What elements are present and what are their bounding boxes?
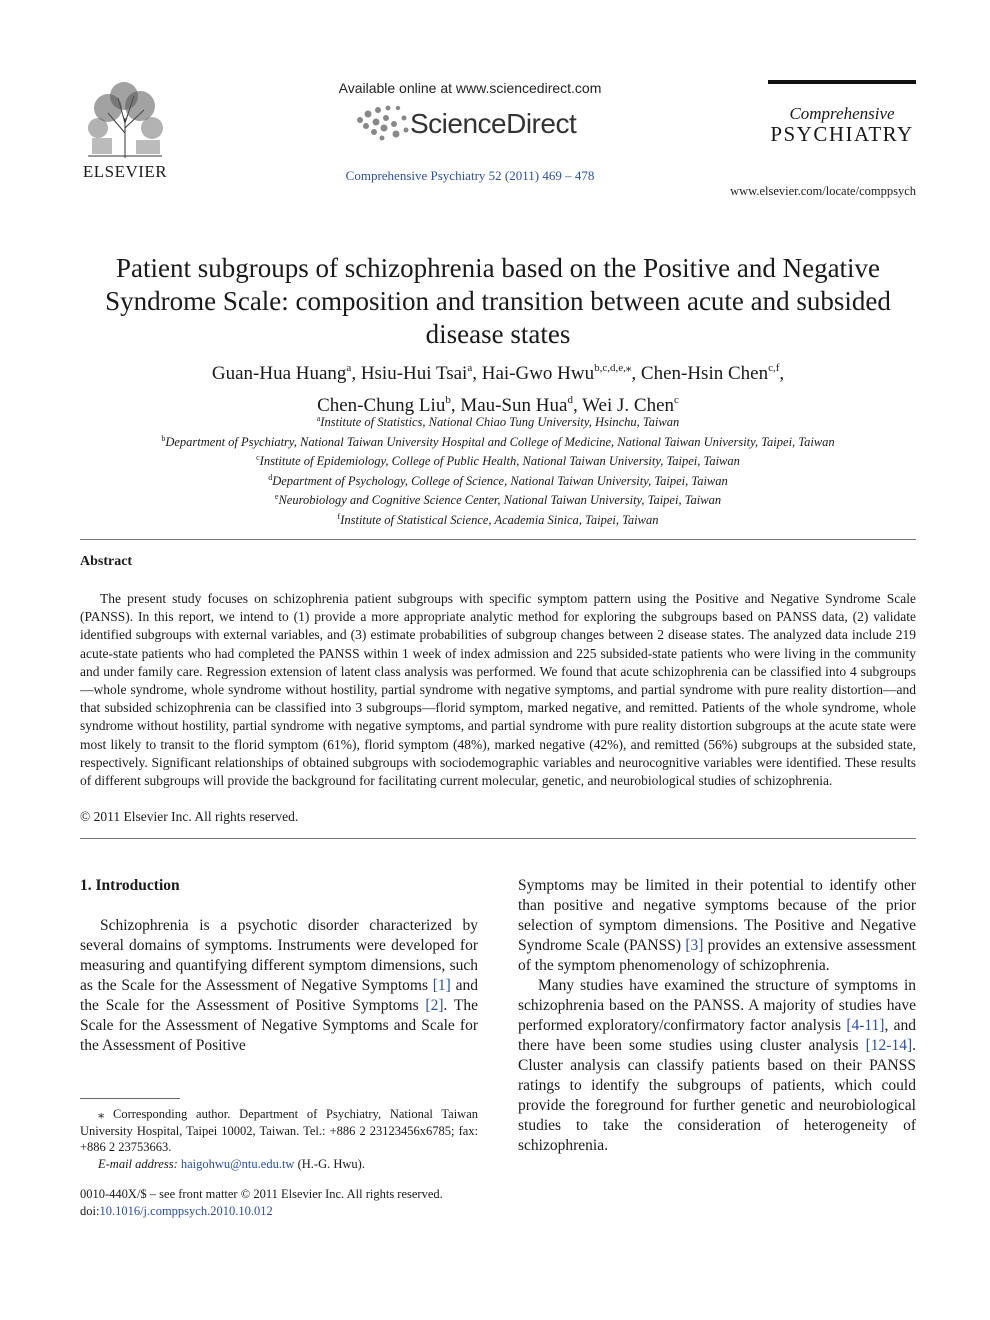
affiliation-list — [70, 411, 926, 528]
issn-line: 0010-440X/$ – see front matter © 2011 Elsevier Inc. All rights reserved. — [80, 1187, 443, 1201]
issn-block — [80, 1186, 500, 1220]
author-affiliation-marker: b — [445, 394, 451, 406]
reference-link[interactable]: [2] — [425, 997, 444, 1014]
affiliation-text: Institute of Epidemiology, College of Public Health, National Taiwan University, Taipei, Taiwan — [259, 454, 740, 468]
doi-prefix: doi: — [80, 1204, 100, 1218]
publisher-name: ELSEVIER — [82, 162, 168, 181]
divider — [80, 838, 916, 839]
author-name: Chen-Chung Liu — [317, 395, 446, 416]
author-name: Mau-Sun Hua — [460, 395, 568, 416]
affiliation-key: a — [316, 414, 321, 423]
affiliation-text: Department of Psychology, College of Science, National Taiwan University, Taipei, Taiwan — [272, 473, 728, 488]
affiliation-text: Institute of Statistical Science, Academia Sinica, Taipei, Taiwan — [340, 512, 659, 527]
copyright-notice: © 2011 Elsevier Inc. All rights reserved. — [80, 809, 299, 824]
intro-paragraph-continued — [518, 876, 916, 976]
doi-line — [80, 1203, 500, 1220]
affiliation-key: e — [274, 492, 279, 501]
text-run: Symptoms may be limited in their potential to identify other than positive and negative symptoms because of the prior selection of symptom dimensions. The Positive and Negative Syndrome Scale (PANSS) — [518, 877, 916, 954]
author-name: Guan-Hua Huang — [211, 363, 347, 384]
email-line — [80, 1156, 478, 1173]
right-column — [518, 876, 916, 1156]
author-name: Hai-Gwo Hwu — [481, 363, 595, 384]
email-suffix: (H.-G. Hwu). — [294, 1156, 365, 1171]
journal-url[interactable]: www.elsevier.com/locate/comppsych — [730, 184, 916, 198]
author-name: Wei J. Chen — [582, 395, 675, 416]
affiliation-line — [70, 431, 926, 451]
author-affiliation-marker: a — [346, 362, 352, 374]
abstract-heading: Abstract — [80, 554, 133, 569]
affiliation-key: b — [161, 433, 166, 443]
email-link[interactable]: haigohwu@ntu.edu.tw — [180, 1156, 295, 1171]
abstract-text: The present study focuses on schizophrenia patient subgroups with specific symptom pattern using the Positive and Negative Syndrome Scale (PANSS). In this report, we intend to (1) provide a more appropriate analytic method for exploring the subgroups based on PANSS data, (2) validate identified subgroups with external variables, and (3) estimate probabilities of subgroup changes between 2 disease states. The analyzed data include 219 acute-state patients who had completed the PANSS within 1 week of index admission and 225 subsided-state patients who were living in the community and under family care. Regression extension of latent class analysis was performed. We found that acute schizophrenia can be classified into 4 subgroups—whole syndrome, whole syndrome without hostility, partial syndrome with negative symptoms, and partial syndrome with pure reality distortion—and that subsided schizophrenia can be classified into 3 subgroups—florid symptom, marked negative, and remitted. Patients of the whole syndrome, whole syndrome without hostility, partial syndrome with negative symptoms, and partial syndrome with pure reality distortion subgroups at the acute state were most likely to transit to the florid symptom (61%), florid symptom (48%), marked negative (42%), and remitted (56%) subgroups at the subsided state, respectively. Significant relationships of obtained subgroups with sociodemographic variables and neurocognitive variables were identified. These results of different subgroups will provide the background for facilitating current molecular, genetic, and neurobiological studies of schizophrenia. — [80, 591, 916, 789]
text-run: . The Scale for the Assessment of Negative Symptoms and Scale for the Assessment of Positive — [80, 997, 478, 1054]
text-run: provides an extensive assessment of the symptom phenomenology of schizophrenia. — [518, 937, 916, 974]
email-label: E-mail address: — [98, 1156, 178, 1171]
affiliation-key: d — [268, 472, 273, 482]
author-list: Guan-Hua Huang$^a$, Hsiu-Hui Tsai$^a$, Hai-Gwo Hwu$^{b,c,d,e,⁎}$, Chen-Hsin Chen$^{c,f}$, Chen-Chung Liu$^b$, Mau-Sun Hua$^d$, Wei J. Chen$^c$ — [211, 362, 785, 416]
text-run: and the Scale for the Assessment of Positive Symptoms — [80, 977, 478, 1014]
affiliation-text: Institute of Statistics, National Chiao Tung University, Hsinchu, Taiwan — [320, 415, 680, 429]
intro-paragraph-2 — [518, 976, 916, 1156]
author-affiliation-marker: b,c,d,e,⁎ — [594, 362, 632, 374]
affiliation-key: c — [256, 453, 260, 462]
journal-name-line1: Comprehensive — [789, 104, 895, 123]
affiliation-line — [70, 470, 926, 490]
reference-link[interactable]: [3] — [685, 937, 704, 954]
author-name: Chen-Hsin Chen — [640, 363, 769, 384]
affiliation-line — [70, 411, 926, 431]
author-affiliation-marker: d — [567, 394, 573, 406]
text-run: . Cluster analysis can classify patients based on their PANSS ratings to identify the subgroups of patients, which could provide the foreground for further genetic and neurobiological studies to take the consideration of heterogeneity of schizophrenia. — [518, 1037, 916, 1154]
doi-link[interactable]: 10.1016/j.comppsych.2010.10.012 — [99, 1204, 273, 1218]
reference-link[interactable]: [1] — [432, 977, 451, 994]
affiliation-key: f — [337, 511, 341, 521]
affiliation-line — [70, 450, 926, 470]
affiliation-line — [70, 509, 926, 529]
available-online-text[interactable]: Available online at www.sciencedirect.com — [338, 80, 602, 96]
author-affiliation-marker: a — [467, 362, 473, 374]
divider — [80, 539, 916, 540]
affiliation-text: Neurobiology and Cognitive Science Center, National Taiwan University, Taipei, Taiwan — [278, 493, 722, 507]
text-run: Many studies have examined the structure of symptoms in schizophrenia based on the PANSS. A majority of studies have performed exploratory/confirmatory factor analysis — [518, 977, 916, 1034]
text-run: Schizophrenia is a psychotic disorder characterized by several domains of symptoms. Instruments were developed for measuring and quantifying different symptom dimensions, such as the Scale for the Assessment of Negative Symptoms — [80, 917, 478, 994]
journal-name-line2: PSYCHIATRY — [770, 122, 914, 146]
footnote — [80, 1106, 478, 1172]
text-run: , and there have been some studies using cluster analysis — [518, 1017, 916, 1054]
journal-brand — [768, 80, 916, 147]
author-affiliation-marker: c,f — [768, 362, 780, 374]
reference-link[interactable]: [12-14] — [865, 1037, 913, 1054]
journal-rule — [768, 80, 916, 84]
footnote-divider — [80, 1098, 180, 1099]
intro-paragraph-1 — [80, 916, 478, 1056]
author-name: Hsiu-Hui Tsai — [360, 363, 468, 384]
affiliation-line — [70, 489, 926, 509]
section-heading: 1. Introduction — [80, 877, 180, 894]
article-title: Patient subgroups of schizophrenia based on the Positive and Negative Syndrome Scale: composition and transition between acute and subsided disease states — [105, 253, 891, 349]
corresponding-author-note: ⁎ Corresponding author. Department of Psychiatry, National Taiwan University Hospital, Taipei 10002, Taiwan. Tel.: +886 2 23123456x6785; fax: +886 2 23753663. — [80, 1107, 478, 1154]
author-affiliation-marker: c — [674, 394, 679, 406]
affiliation-text: Department of Psychiatry, National Taiwan University Hospital and College of Medicine, National Taiwan University, Taipei, Taiwan — [165, 434, 835, 449]
journal-citation[interactable]: Comprehensive Psychiatry 52 (2011) 469 – 478 — [345, 168, 595, 183]
left-column — [80, 876, 478, 1056]
reference-link[interactable]: [4-11] — [846, 1017, 885, 1034]
sciencedirect-wordmark: ScienceDirect — [410, 108, 577, 139]
